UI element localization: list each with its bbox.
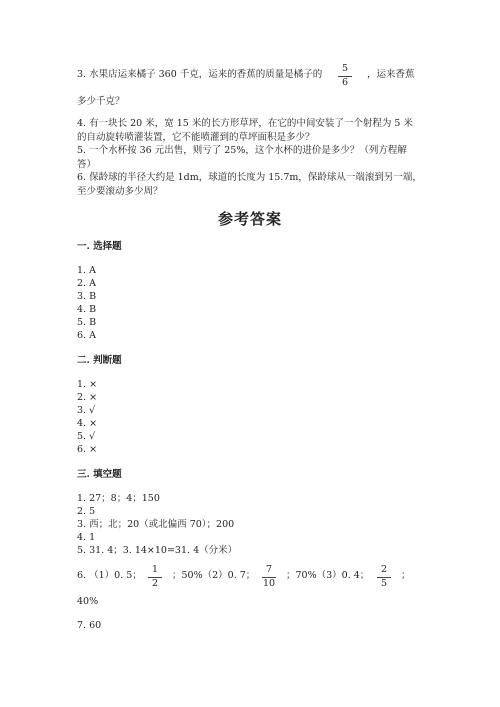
section-choice-title: 一. 选择题: [77, 241, 122, 252]
q3-text: 3. 水果店运来橘子 360 千克，运来的香蕉的质量是橘子的: [77, 69, 323, 80]
answer-item: 5. B: [77, 317, 97, 328]
section-fill-title: 三. 填空题: [77, 469, 122, 480]
fraction-numerator: 2: [380, 564, 388, 575]
q3-text-line2: 多少千克？: [77, 96, 125, 107]
q5-text-line1: 5. 一个水杯按 36 元出售，则亏了 25%，这个水杯的进价是多少？（列方程解: [77, 145, 407, 156]
answer-item: 2. 5: [77, 506, 96, 517]
section-judge-title: 二. 判断题: [77, 355, 122, 366]
answer-item: 2. ×: [77, 392, 98, 403]
answers-title: 参考答案: [217, 210, 282, 228]
q3-fraction-numerator: 5: [341, 63, 349, 74]
answer-item: 4. ×: [77, 418, 98, 429]
answer-item6-fraction-3: [377, 565, 391, 590]
answer-item6-fraction-1: [148, 565, 162, 590]
q6-text-line1: 6. 保龄球的半径大约是 1dm，球道的长度为 15.7m，保龄球从一端滚到另一端，: [77, 172, 422, 183]
fraction-denominator: 10: [262, 577, 276, 589]
answer-item6-fraction-2: [262, 565, 276, 590]
answer-item: 3. √: [77, 405, 96, 416]
q3-text-continued: ，运来香蕉: [367, 69, 415, 80]
answer-item6-part3: ；70%（3）0. 4；: [286, 570, 370, 581]
q4-text-line1: 4. 有一块长 20 米，宽 15 米的长方形草坪，在它的中间安装了一个射程为 5 米: [77, 118, 413, 129]
q3-fraction: [338, 64, 352, 89]
answer-item: 6. ×: [77, 444, 98, 455]
fraction-denominator: 5: [380, 577, 388, 589]
answer-item: 1. ×: [77, 379, 98, 390]
answer-item: 4. B: [77, 304, 97, 315]
q3-fraction-denominator: 6: [341, 76, 349, 88]
answer-item6-part1: 6. （1）0. 5；: [77, 570, 142, 581]
answer-item6-line2: 40%: [77, 596, 99, 607]
answer-item: 5. 31. 4；3. 14×10=31. 4（分米）: [77, 545, 238, 556]
answer-item: 3. 西；北；20（或北偏西 70）；200: [77, 519, 235, 530]
answer-item: 1. A: [77, 265, 96, 276]
q5-text-line2: 答）: [77, 159, 97, 170]
answer-item6-part4: ；: [401, 570, 411, 581]
answer-item: 7. 60: [77, 620, 102, 631]
fraction-numerator: 7: [265, 564, 273, 575]
answer-item: 1. 27；8；4；150: [77, 493, 160, 504]
answer-item6-part2: ；50%（2）0. 7；: [172, 570, 256, 581]
answer-item: 5. √: [77, 431, 96, 442]
fraction-numerator: 1: [151, 564, 159, 575]
answer-item: 2. A: [77, 278, 96, 289]
answer-item: 4. 1: [77, 532, 96, 543]
q6-text-line2: 至少要滚动多少周？: [77, 186, 163, 197]
answer-item: 3. B: [77, 291, 97, 302]
fraction-denominator: 2: [151, 577, 159, 589]
answer-item: 6. A: [77, 330, 96, 341]
q4-text-line2: 的自动旋转喷灌装置，它不能喷灌到的草坪面积是多少？: [77, 132, 315, 143]
